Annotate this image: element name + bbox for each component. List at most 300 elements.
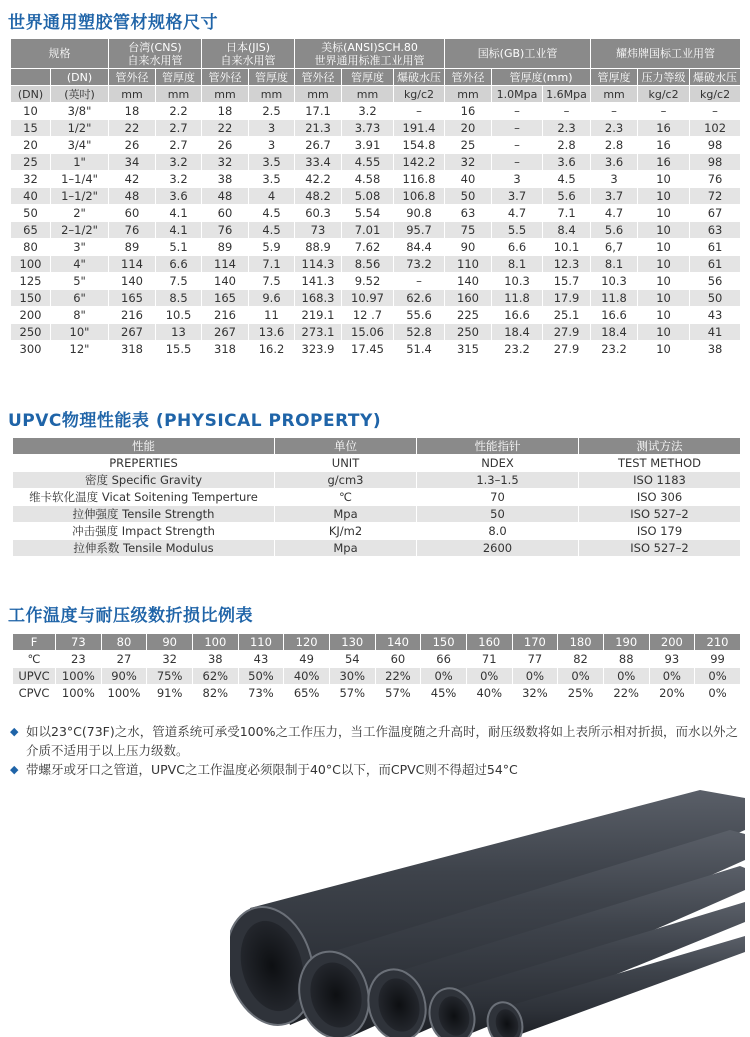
table-cell: 48.2 bbox=[295, 188, 342, 205]
table-cell: 0% bbox=[695, 685, 741, 702]
table-cell: 170 bbox=[512, 634, 558, 651]
table-cell: 93 bbox=[649, 651, 695, 668]
table-cell: g/cm3 bbox=[275, 472, 417, 489]
pipes-illustration bbox=[230, 790, 745, 1037]
table-cell: 42.2 bbox=[295, 171, 342, 188]
table-cell: 22% bbox=[375, 668, 421, 685]
spec-table bbox=[10, 38, 741, 358]
table-cell: 密度 Specific Gravity bbox=[13, 472, 275, 489]
table-cell: 190 bbox=[603, 634, 649, 651]
table-cell: 267 bbox=[109, 324, 156, 341]
table-cell: Mpa bbox=[275, 506, 417, 523]
table-cell: 210 bbox=[695, 634, 741, 651]
unit-header: mm bbox=[156, 86, 202, 103]
table-cell: 8.1 bbox=[492, 256, 543, 273]
table-cell: 3 bbox=[492, 171, 543, 188]
table-cell: 2.3 bbox=[543, 120, 591, 137]
table-cell: ISO 527–2 bbox=[579, 540, 741, 557]
table-cell: 4.5 bbox=[543, 171, 591, 188]
table-cell: 25 bbox=[445, 137, 492, 154]
table-cell: 48 bbox=[202, 188, 249, 205]
table-cell: 75 bbox=[445, 222, 492, 239]
unit-header: (英吋) bbox=[51, 86, 109, 103]
table-cell: PREPERTIES bbox=[13, 455, 275, 472]
table-row bbox=[13, 540, 741, 557]
table-cell: 114 bbox=[202, 256, 249, 273]
table-cell: KJ/m2 bbox=[275, 523, 417, 540]
table-cell: 10 bbox=[638, 188, 690, 205]
table-cell: 62.6 bbox=[394, 290, 445, 307]
unit-header: 1.0Mpa bbox=[492, 86, 543, 103]
table-cell: 18 bbox=[202, 103, 249, 120]
table-cell: 98 bbox=[690, 154, 741, 171]
physical-header: 单位 bbox=[275, 438, 417, 455]
unit-header: mm bbox=[591, 86, 638, 103]
table-cell: 16.2 bbox=[249, 341, 295, 358]
table-row bbox=[11, 137, 741, 154]
table-cell: 4 bbox=[249, 188, 295, 205]
table-cell: 拉伸强度 Tensile Strength bbox=[13, 506, 275, 523]
table-cell: CPVC bbox=[13, 685, 56, 702]
table-cell: 71 bbox=[466, 651, 512, 668]
table-cell: 76 bbox=[202, 222, 249, 239]
table-cell: ISO 1183 bbox=[579, 472, 741, 489]
table-cell: 216 bbox=[202, 307, 249, 324]
table-cell: 300 bbox=[11, 341, 51, 358]
table-row bbox=[13, 651, 741, 668]
table-cell: 10 bbox=[638, 341, 690, 358]
table-row bbox=[11, 222, 741, 239]
physical-header: 性能 bbox=[13, 438, 275, 455]
table-cell: 16 bbox=[638, 154, 690, 171]
table-cell: 3.2 bbox=[342, 103, 394, 120]
table-cell: 3/8" bbox=[51, 103, 109, 120]
header-cns: 台湾(CNS) 自来水用管 bbox=[109, 39, 202, 69]
table-row bbox=[11, 307, 741, 324]
table-cell: 5.6 bbox=[591, 222, 638, 239]
table-cell: 15.7 bbox=[543, 273, 591, 290]
sub-header: 管厚度 bbox=[156, 69, 202, 86]
table-cell: 0% bbox=[512, 668, 558, 685]
table-cell: 55.6 bbox=[394, 307, 445, 324]
table-cell: 3 bbox=[591, 171, 638, 188]
table-cell: 4.7 bbox=[591, 205, 638, 222]
table-cell: 73.2 bbox=[394, 256, 445, 273]
table-cell: TEST METHOD bbox=[579, 455, 741, 472]
table-cell: 9.52 bbox=[342, 273, 394, 290]
table-cell: 40% bbox=[284, 668, 330, 685]
table-cell: 77 bbox=[512, 651, 558, 668]
table-cell: 1/2" bbox=[51, 120, 109, 137]
table-row bbox=[11, 239, 741, 256]
table-cell: 315 bbox=[445, 341, 492, 358]
table-cell: 2" bbox=[51, 205, 109, 222]
table-row bbox=[11, 120, 741, 137]
table-cell: 273.1 bbox=[295, 324, 342, 341]
table-cell: 1" bbox=[51, 154, 109, 171]
table-cell: 102 bbox=[690, 120, 741, 137]
table-cell: 34 bbox=[109, 154, 156, 171]
table-cell: 26 bbox=[202, 137, 249, 154]
table-cell: 160 bbox=[445, 290, 492, 307]
table-cell: 23 bbox=[56, 651, 102, 668]
table-cell: 3.7 bbox=[591, 188, 638, 205]
table-cell: 50 bbox=[690, 290, 741, 307]
table-cell: ℃ bbox=[275, 489, 417, 506]
table-cell: 2.8 bbox=[591, 137, 638, 154]
table-cell: 10.1 bbox=[543, 239, 591, 256]
table-cell: 42 bbox=[109, 171, 156, 188]
table-cell: 1–1/2" bbox=[51, 188, 109, 205]
table-cell: 38 bbox=[192, 651, 238, 668]
table-cell: 6,7 bbox=[591, 239, 638, 256]
table-cell: 180 bbox=[558, 634, 604, 651]
table-cell: 49 bbox=[284, 651, 330, 668]
table-cell: 3.6 bbox=[156, 188, 202, 205]
table-cell: 22 bbox=[109, 120, 156, 137]
table-cell: 50 bbox=[445, 188, 492, 205]
table-cell: 3.2 bbox=[156, 171, 202, 188]
table-cell: 141.3 bbox=[295, 273, 342, 290]
unit-header: mm bbox=[342, 86, 394, 103]
table-cell: 26.7 bbox=[295, 137, 342, 154]
table-cell: 2.7 bbox=[156, 120, 202, 137]
sub-header bbox=[11, 69, 51, 86]
table-cell: 3 bbox=[249, 120, 295, 137]
table-row bbox=[11, 290, 741, 307]
table-cell: 40 bbox=[445, 171, 492, 188]
table-cell: 323.9 bbox=[295, 341, 342, 358]
table-cell: 3.7 bbox=[492, 188, 543, 205]
table-row bbox=[11, 324, 741, 341]
table-cell: 3.2 bbox=[156, 154, 202, 171]
table-cell: NDEX bbox=[417, 455, 579, 472]
header-brand: 耀炜牌国标工业用管 bbox=[591, 39, 741, 69]
table-cell: 18.4 bbox=[492, 324, 543, 341]
unit-header: kg/c2 bbox=[394, 86, 445, 103]
header-jis: 日本(JIS) 自来水用管 bbox=[202, 39, 295, 69]
table-cell: 52.8 bbox=[394, 324, 445, 341]
table-cell: 41 bbox=[690, 324, 741, 341]
table-cell: 66 bbox=[421, 651, 467, 668]
table-cell: 4.55 bbox=[342, 154, 394, 171]
table-cell: 73 bbox=[295, 222, 342, 239]
table-cell: 318 bbox=[109, 341, 156, 358]
unit-header: mm bbox=[109, 86, 156, 103]
table-cell: 60 bbox=[109, 205, 156, 222]
table-cell: 10 bbox=[11, 103, 51, 120]
table-cell: F bbox=[13, 634, 56, 651]
table-cell: 100% bbox=[101, 685, 147, 702]
table-cell: ISO 306 bbox=[579, 489, 741, 506]
table-cell: 40% bbox=[466, 685, 512, 702]
table-cell: 25.1 bbox=[543, 307, 591, 324]
table-cell: 225 bbox=[445, 307, 492, 324]
table-cell: 88.9 bbox=[295, 239, 342, 256]
table-cell: 61 bbox=[690, 256, 741, 273]
table-cell: 3.73 bbox=[342, 120, 394, 137]
table-cell: 3" bbox=[51, 239, 109, 256]
table-cell: 65 bbox=[11, 222, 51, 239]
table-cell: 30% bbox=[329, 668, 375, 685]
sub-header: 管厚度 bbox=[591, 69, 638, 86]
table-cell: 10.97 bbox=[342, 290, 394, 307]
table-cell: 3.91 bbox=[342, 137, 394, 154]
unit-header: kg/c2 bbox=[638, 86, 690, 103]
table-cell: 13.6 bbox=[249, 324, 295, 341]
table-cell: 27.9 bbox=[543, 324, 591, 341]
table-cell: 2.5 bbox=[249, 103, 295, 120]
table-cell: 160 bbox=[466, 634, 512, 651]
table-cell: 73% bbox=[238, 685, 284, 702]
table-cell: 4.1 bbox=[156, 205, 202, 222]
table-cell: 140 bbox=[202, 273, 249, 290]
physical-header: 性能指针 bbox=[417, 438, 579, 455]
table-cell: 142.2 bbox=[394, 154, 445, 171]
table-cell: 110 bbox=[238, 634, 284, 651]
table-cell: 56 bbox=[690, 273, 741, 290]
table-cell: 32 bbox=[445, 154, 492, 171]
header-gb: 国标(GB)工业管 bbox=[445, 39, 591, 69]
table-cell: 116.8 bbox=[394, 171, 445, 188]
table-cell: 2–1/2" bbox=[51, 222, 109, 239]
table-cell: 2.3 bbox=[591, 120, 638, 137]
table-cell: 154.8 bbox=[394, 137, 445, 154]
table-cell: 17.1 bbox=[295, 103, 342, 120]
table-cell: 5.08 bbox=[342, 188, 394, 205]
table-cell: 63 bbox=[690, 222, 741, 239]
table-cell: Mpa bbox=[275, 540, 417, 557]
table-cell: 4.5 bbox=[249, 222, 295, 239]
table-cell: – bbox=[394, 103, 445, 120]
table-cell: 61 bbox=[690, 239, 741, 256]
table-cell: 90 bbox=[445, 239, 492, 256]
table-cell: 114.3 bbox=[295, 256, 342, 273]
sub-header: 爆破水压 bbox=[690, 69, 741, 86]
table-cell: 10.5 bbox=[156, 307, 202, 324]
table-cell: 2.8 bbox=[543, 137, 591, 154]
table-cell: 76 bbox=[109, 222, 156, 239]
table-cell: 318 bbox=[202, 341, 249, 358]
table-cell: 140 bbox=[445, 273, 492, 290]
table-cell: 73 bbox=[56, 634, 102, 651]
table-cell: 7.1 bbox=[543, 205, 591, 222]
table-cell: – bbox=[492, 137, 543, 154]
table-cell: 50% bbox=[238, 668, 284, 685]
table-cell: 20 bbox=[11, 137, 51, 154]
table-row bbox=[11, 188, 741, 205]
table-cell: 57% bbox=[329, 685, 375, 702]
diamond-bullet-icon: ◆ bbox=[10, 725, 19, 738]
table-cell: 32 bbox=[202, 154, 249, 171]
table-cell: 150 bbox=[11, 290, 51, 307]
table-cell: 43 bbox=[238, 651, 284, 668]
table-cell: 3/4" bbox=[51, 137, 109, 154]
table-cell: 10 bbox=[638, 324, 690, 341]
table-cell: 60 bbox=[375, 651, 421, 668]
notes bbox=[10, 722, 740, 779]
sub-header: 管厚度 bbox=[342, 69, 394, 86]
table-cell: 89 bbox=[202, 239, 249, 256]
table-cell: ISO 527–2 bbox=[579, 506, 741, 523]
table-cell: 0% bbox=[603, 668, 649, 685]
table-cell: 98 bbox=[690, 137, 741, 154]
table-cell: 216 bbox=[109, 307, 156, 324]
table-cell: 25% bbox=[558, 685, 604, 702]
table-cell: 60 bbox=[202, 205, 249, 222]
table-cell: 5.9 bbox=[249, 239, 295, 256]
table-row bbox=[11, 273, 741, 290]
table-cell: 22 bbox=[202, 120, 249, 137]
table-cell: – bbox=[690, 103, 741, 120]
table-cell: 3.6 bbox=[543, 154, 591, 171]
table-cell: 50 bbox=[417, 506, 579, 523]
table-cell: 7.5 bbox=[156, 273, 202, 290]
table-cell: 51.4 bbox=[394, 341, 445, 358]
table-cell: – bbox=[394, 273, 445, 290]
header-size: 规格 bbox=[11, 39, 109, 69]
table-row bbox=[13, 634, 741, 651]
table-cell: 10.3 bbox=[591, 273, 638, 290]
diamond-bullet-icon: ◆ bbox=[10, 763, 19, 776]
table-cell: 2.2 bbox=[156, 103, 202, 120]
table-cell: 0% bbox=[695, 668, 741, 685]
sub-header: 压力等级 bbox=[638, 69, 690, 86]
table-cell: 0% bbox=[421, 668, 467, 685]
table-cell: 10 bbox=[638, 205, 690, 222]
table-cell: 6.6 bbox=[492, 239, 543, 256]
sub-header: 管厚度(mm) bbox=[492, 69, 591, 86]
table-cell: 125 bbox=[11, 273, 51, 290]
table-cell: – bbox=[492, 154, 543, 171]
table-cell: 60.3 bbox=[295, 205, 342, 222]
table-cell: 9.6 bbox=[249, 290, 295, 307]
table-cell: – bbox=[492, 103, 543, 120]
table-cell: 38 bbox=[202, 171, 249, 188]
table-cell: 219.1 bbox=[295, 307, 342, 324]
table-cell: 4" bbox=[51, 256, 109, 273]
table-cell: 38 bbox=[690, 341, 741, 358]
table-cell: 43 bbox=[690, 307, 741, 324]
sub-header: 管厚度 bbox=[249, 69, 295, 86]
table-cell: 16.6 bbox=[591, 307, 638, 324]
table-cell: 80 bbox=[11, 239, 51, 256]
table-cell: 16 bbox=[638, 137, 690, 154]
table-cell: – bbox=[591, 103, 638, 120]
table-cell: 89 bbox=[109, 239, 156, 256]
table-cell: 0% bbox=[466, 668, 512, 685]
table-cell: 32 bbox=[147, 651, 193, 668]
table-cell: 8.1 bbox=[591, 256, 638, 273]
physical-header: 测试方法 bbox=[579, 438, 741, 455]
note-item: ◆ 带螺牙或牙口之管道，UPVC之工作温度必须限制于40°C以下，而CPVC则不得超过54°C bbox=[10, 762, 518, 777]
table-cell: 7.1 bbox=[249, 256, 295, 273]
table-cell: 10 bbox=[638, 273, 690, 290]
table-cell: 8.0 bbox=[417, 523, 579, 540]
table-cell: 40 bbox=[11, 188, 51, 205]
table-cell: 54 bbox=[329, 651, 375, 668]
table-cell: 11 bbox=[249, 307, 295, 324]
unit-header: (DN) bbox=[11, 86, 51, 103]
table-cell: 1.3–1.5 bbox=[417, 472, 579, 489]
table-cell: 20% bbox=[649, 685, 695, 702]
table-cell: 27 bbox=[101, 651, 147, 668]
table-cell: 80 bbox=[101, 634, 147, 651]
table-cell: 2.7 bbox=[156, 137, 202, 154]
table-cell: 16 bbox=[445, 103, 492, 120]
table-cell: 200 bbox=[649, 634, 695, 651]
table-cell: 8.56 bbox=[342, 256, 394, 273]
table-cell: 110 bbox=[445, 256, 492, 273]
table-row bbox=[13, 668, 741, 685]
table-cell: 99 bbox=[695, 651, 741, 668]
table-cell: 2600 bbox=[417, 540, 579, 557]
table-cell: 10 bbox=[638, 307, 690, 324]
table-cell: 3.5 bbox=[249, 154, 295, 171]
table-cell: 15.5 bbox=[156, 341, 202, 358]
table-cell: 32% bbox=[512, 685, 558, 702]
table-cell: 150 bbox=[421, 634, 467, 651]
table-cell: 7.5 bbox=[249, 273, 295, 290]
table-cell: 0% bbox=[558, 668, 604, 685]
table-cell: 168.3 bbox=[295, 290, 342, 307]
table-cell: 16 bbox=[638, 120, 690, 137]
table-cell: 62% bbox=[192, 668, 238, 685]
table-cell: 18.4 bbox=[591, 324, 638, 341]
table-cell: 8.5 bbox=[156, 290, 202, 307]
table-cell: 5.5 bbox=[492, 222, 543, 239]
table-cell: 90 bbox=[147, 634, 193, 651]
table-row bbox=[13, 489, 741, 506]
table-cell: 17.9 bbox=[543, 290, 591, 307]
table-cell: 65% bbox=[284, 685, 330, 702]
table-cell: 23.2 bbox=[492, 341, 543, 358]
table-cell: 32 bbox=[11, 171, 51, 188]
table-cell: 72 bbox=[690, 188, 741, 205]
section-title-physical: UPVC物理性能表 (PHYSICAL PROPERTY) bbox=[8, 411, 382, 431]
table-cell: 8" bbox=[51, 307, 109, 324]
table-cell: – bbox=[543, 103, 591, 120]
table-cell: 25 bbox=[11, 154, 51, 171]
table-cell: 3 bbox=[249, 137, 295, 154]
table-cell: 120 bbox=[284, 634, 330, 651]
table-row bbox=[11, 205, 741, 222]
table-cell: 5.1 bbox=[156, 239, 202, 256]
table-cell: 84.4 bbox=[394, 239, 445, 256]
table-cell: 21.3 bbox=[295, 120, 342, 137]
table-cell: 18 bbox=[109, 103, 156, 120]
table-cell: 冲击强度 Impact Strength bbox=[13, 523, 275, 540]
table-cell: 10 bbox=[638, 171, 690, 188]
table-cell: 250 bbox=[11, 324, 51, 341]
table-cell: 90.8 bbox=[394, 205, 445, 222]
unit-header: mm bbox=[445, 86, 492, 103]
table-cell: 27.9 bbox=[543, 341, 591, 358]
table-cell: 6" bbox=[51, 290, 109, 307]
table-cell: 5" bbox=[51, 273, 109, 290]
table-cell: 70 bbox=[417, 489, 579, 506]
table-cell: 50 bbox=[11, 205, 51, 222]
table-cell: 250 bbox=[445, 324, 492, 341]
table-cell: 10.3 bbox=[492, 273, 543, 290]
table-cell: 4.5 bbox=[249, 205, 295, 222]
table-cell: 57% bbox=[375, 685, 421, 702]
table-cell: UPVC bbox=[13, 668, 56, 685]
table-cell: 10 bbox=[638, 256, 690, 273]
table-row bbox=[13, 523, 741, 540]
table-cell: 拉伸系数 Tensile Modulus bbox=[13, 540, 275, 557]
physical-table bbox=[12, 437, 741, 557]
